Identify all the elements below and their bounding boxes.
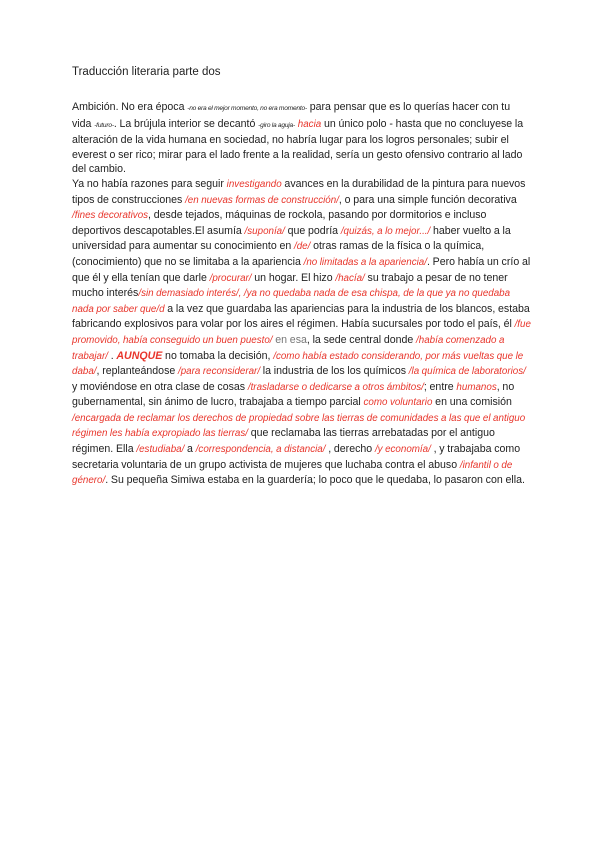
text-run: , no gubernamental, sin ánimo de lucro, trabajaba a tiempo parcial <box>72 380 515 409</box>
correction-note: /sin demasiado interés/, /ya no quedaba nada de esa chispa, de la que ya no quedaba nada por saber que/d <box>72 288 511 315</box>
text-run: , replanteándose <box>96 365 179 378</box>
correction-note: /había comenzado a trabajar/ <box>72 334 505 362</box>
text-run: que podría <box>284 224 341 237</box>
text-run: su trabajo a pesar de no tener mucho interés <box>72 271 508 300</box>
text-run: Ambición. No era época <box>72 101 188 113</box>
correction-note: /estudiaba/ <box>136 444 185 456</box>
text-run: , la sede central donde <box>306 333 417 346</box>
text-run: haber vuelto a la universidad para aumentar su conocimiento en <box>72 224 511 253</box>
text-run: y moviéndose en otra clase de cosas <box>72 380 248 393</box>
paragraph-ambition <box>72 100 532 177</box>
text-run: un único polo - hasta que no concluyese la alteración de la vida humana en sociedad, no habría lugar para los logros personales; subir el everest o ser rico; mirar para el lado frente a la realidad, sería un gesto ofensivo contrario al lado del cambio. <box>72 117 524 176</box>
text-run: en una comisión <box>432 396 512 409</box>
correction-note: /para reconsiderar/ <box>178 366 261 378</box>
text-run: Ya no había razones para seguir <box>72 177 227 190</box>
inline-note: -futuro- <box>94 121 114 129</box>
text-run: para pensar que es lo querías hacer con tu vida <box>72 101 511 130</box>
correction-note: /fines decorativos <box>72 210 149 222</box>
text-run: a la vez que guardaba las apariencias para la industria de los blancos, estaba fabricando explosivos para volar por los aires el régimen. Había sucursales por todo el país, él <box>72 302 530 331</box>
document-title: Traducción literaria parte dos <box>72 66 221 78</box>
correction-note: /la química de laboratorios/ <box>408 366 526 378</box>
correction-note: /en nuevas formas de construcción/ <box>185 194 339 206</box>
correction-note: /suponía/ <box>244 225 285 237</box>
correction-note: /de/ <box>294 241 311 253</box>
text-run: un hogar. El hizo <box>251 271 336 284</box>
emphasis-note: AUNQUE <box>116 349 163 362</box>
text-run: no tomaba la decisión, <box>162 349 274 362</box>
inline-note: -giro la aguja- <box>258 121 296 129</box>
text-run: que reclamaba las tierras arrebatadas por el antiguo régimen. Ella <box>72 427 495 456</box>
text-run: . <box>107 349 117 362</box>
correction-note: /no limitadas a la apariencia/ <box>303 256 427 268</box>
correction-note: /trasladarse o dedicarse a otros ámbitos/ <box>247 381 424 393</box>
correction-note: hacia <box>297 118 322 130</box>
text-run: , o para una simple función decorativa <box>338 193 517 206</box>
correction-note: /encargada de reclamar los derechos de propiedad sobre las tierras de comunidades a las que el antiguo régimen les había expropiado las tierras/ <box>72 412 526 440</box>
text-run: avances en la durabilidad de la pintura para nuevos tipos de construcciones <box>72 177 526 206</box>
correction-note: /correspondencia, a distancia/ <box>195 444 326 456</box>
text-run: , derecho <box>325 443 375 456</box>
text-run: en esa <box>272 333 307 346</box>
text-run: . Pero había un crío al que él y ella tenían que darle <box>72 255 531 284</box>
correction-note: /quizás, a lo mejor.../ <box>340 225 431 237</box>
text-run: otras ramas de la física o la química, (conocimiento) que no se limitaba a la apariencia <box>72 240 485 268</box>
text-run: . Su pequeña Simiwa estaba en la guardería; lo poco que le quedaba, lo pasaron con ella. <box>105 474 525 487</box>
document-page <box>72 66 532 489</box>
correction-note: humanos <box>456 381 497 393</box>
inline-note: -no era el mejor momento, no era momento- <box>187 105 307 112</box>
text-run: ; entre <box>423 380 457 393</box>
text-run: , desde tejados, máquinas de rockola, pasando por dormitorios e incluso deportivos descapotables.El asumía <box>72 209 487 237</box>
correction-note: /fue promovido, había conseguido un buen puesto/ <box>72 319 531 346</box>
text-run: . La brújula interior se decantó <box>113 117 259 130</box>
text-run: a <box>184 443 196 456</box>
correction-note: /hacía/ <box>335 272 365 284</box>
paragraph-main <box>72 177 532 489</box>
correction-note: investigando <box>226 178 282 190</box>
correction-note: /y economía/ <box>374 444 431 456</box>
text-run: la industria de los los químicos <box>260 365 409 378</box>
correction-note: /procurar/ <box>209 272 252 284</box>
correction-note: como voluntario <box>363 397 433 409</box>
correction-note: /como había estado considerando, por más vueltas que le daba/ <box>72 350 524 378</box>
text-run: , y trabajaba como secretaria voluntaria de un grupo activista de mujeres que luchaba contra el abuso <box>72 443 521 471</box>
correction-note: /infantil o de género/ <box>72 459 513 487</box>
